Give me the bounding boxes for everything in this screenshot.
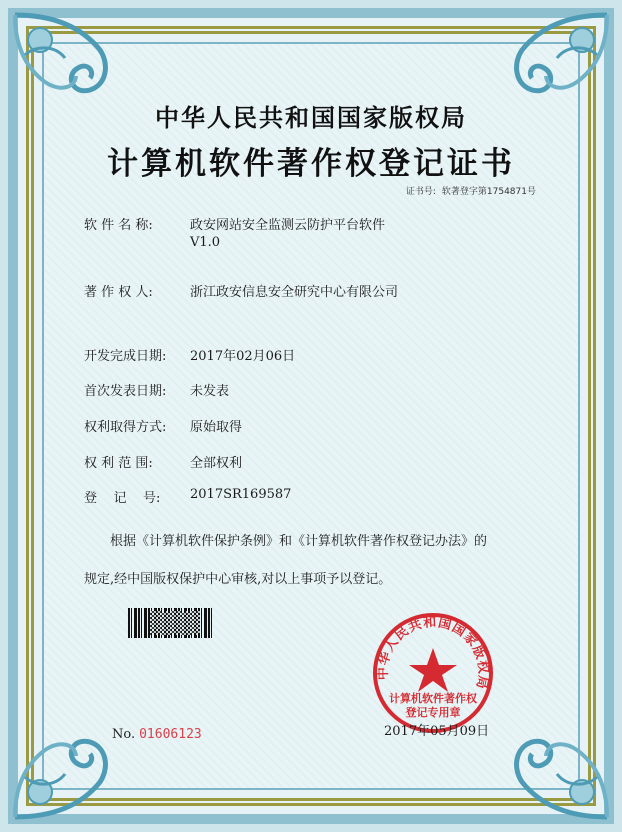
- acquisition-value: 原始取得: [190, 420, 243, 435]
- completion-date-value: 2017年02月06日: [190, 349, 296, 364]
- scope-value: 全部权利: [190, 456, 243, 471]
- certificate-number: [400, 184, 536, 197]
- software-name-row: [84, 214, 385, 250]
- corner-ornament-top-left: [10, 10, 130, 105]
- first-publish-label: 首次发表日期:: [84, 384, 167, 399]
- completion-date-label: 开发完成日期:: [84, 349, 167, 364]
- software-name-label: 软 件 名 称:: [84, 218, 153, 233]
- legal-basis-line-1: 根据《计算机软件保护条例》和《计算机软件著作权登记办法》的: [110, 534, 488, 549]
- owner-value: 浙江政安信息安全研究中心有限公司: [190, 285, 399, 300]
- barcode: [128, 608, 214, 638]
- legal-basis-line-2: 规定,经中国版权保护中心审核,对以上事项予以登记。: [84, 572, 392, 587]
- scope-row: [84, 452, 242, 471]
- seal-line-1: 计算机软件著作权: [389, 692, 477, 705]
- software-name-value: 政安网站安全监测云防护平台软件: [190, 218, 386, 233]
- seal-arc-text: 中华人民共和国国家版权局: [375, 615, 491, 691]
- acquisition-label: 权利取得方式:: [84, 420, 167, 435]
- serial-number: [112, 727, 202, 742]
- serial-value: 01606123: [139, 727, 202, 742]
- first-publish-value: 未发表: [190, 384, 230, 399]
- certificate-title: 计算机软件著作权登记证书: [107, 146, 515, 182]
- scope-label: 权 利 范 围:: [84, 456, 153, 471]
- registration-number-row: [84, 487, 291, 506]
- seal-line-2: 登记专用章: [405, 706, 461, 719]
- issue-date: 2017年05月09日: [384, 724, 490, 739]
- certificate-number-label: 证书号:: [405, 187, 436, 197]
- issuing-authority: 中华人民共和国国家版权局: [155, 103, 467, 132]
- acquisition-row: [84, 416, 242, 435]
- registration-number-value: 2017SR169587: [190, 487, 292, 502]
- first-publish-row: [84, 380, 229, 399]
- corner-ornament-bottom-right: [492, 727, 612, 822]
- registration-number-label: 登 记 号:: [84, 491, 161, 506]
- owner-row: [84, 281, 398, 300]
- software-name-block: [190, 214, 385, 250]
- star-icon: [409, 648, 457, 692]
- certificate-number-value: 软著登字第1754871号: [441, 187, 536, 197]
- owner-label: 著 作 权 人:: [84, 285, 153, 300]
- software-version-value: V1.0: [190, 235, 221, 250]
- completion-date-row: [84, 345, 295, 364]
- serial-label: No.: [112, 727, 136, 742]
- corner-ornament-top-right: [492, 10, 612, 105]
